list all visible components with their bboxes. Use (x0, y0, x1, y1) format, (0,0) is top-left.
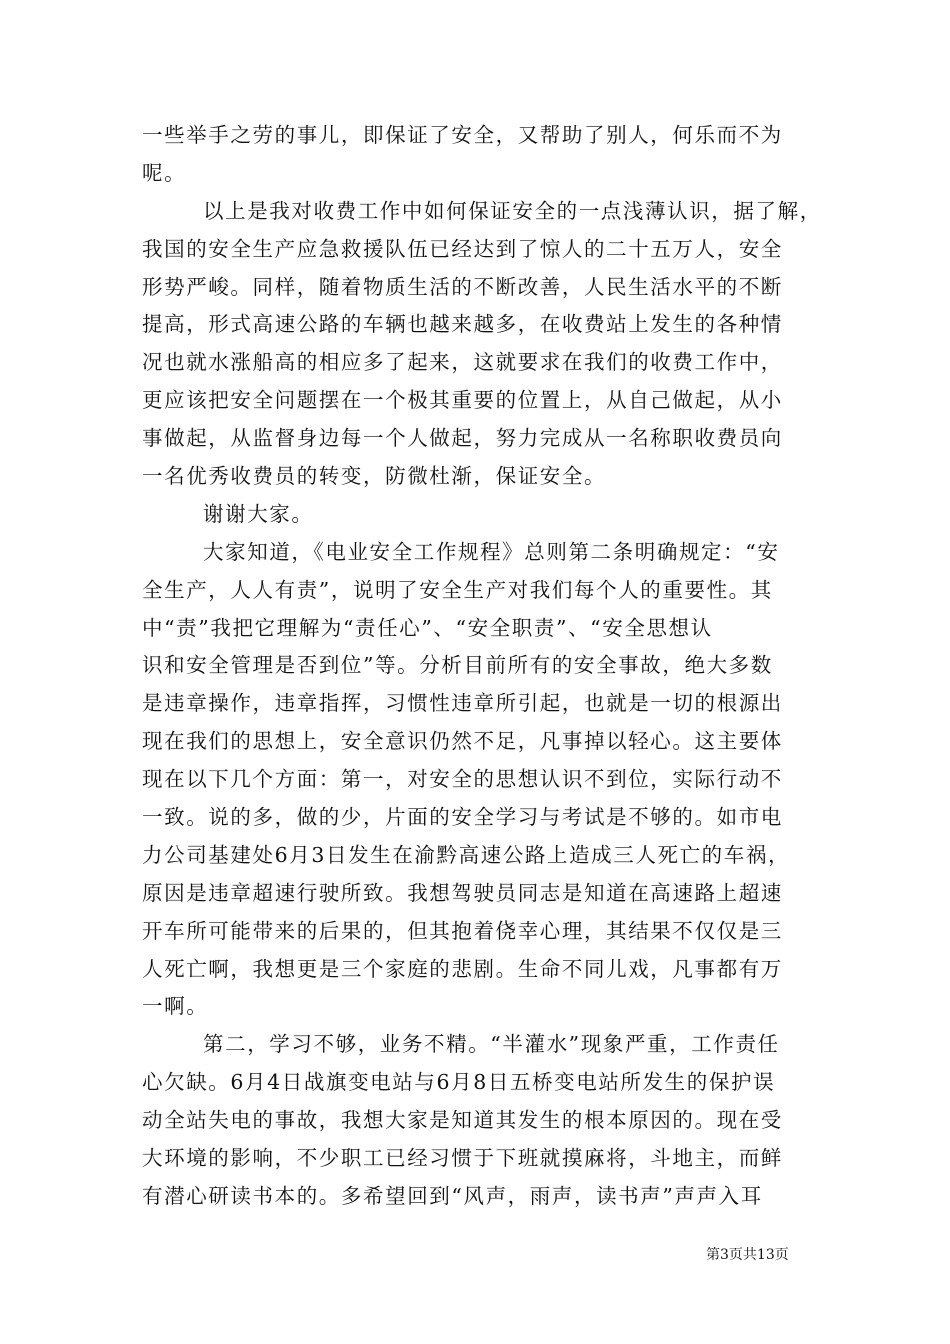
body-text (142, 117, 822, 1216)
text-line: 中“责”我把它理解为“责任心”、“安全职责”、“安全思想认 (142, 615, 713, 640)
text-line: 一啊。 (142, 994, 209, 1019)
page-number: 第3页共13页 (706, 1247, 789, 1263)
text-line: 现在以下几个方面：第一，对安全的思想认识不到位，实际行动不 (142, 767, 783, 792)
text-line: 我国的安全生产应急救援队伍已经达到了惊人的二十五万人，安全 (142, 236, 783, 261)
text-line: 有潜心研读书本的。多希望回到“风声，雨声，读书声”声声入耳 (142, 1183, 763, 1208)
text-line: 识和安全管理是否到位”等。分析目前所有的安全事故，绝大多数 (142, 653, 773, 678)
text-line: 是违章操作，违章指挥，习惯性违章所引起，也就是一切的根源出 (142, 691, 783, 716)
paragraph-start-line: 以上是我对收费工作中如何保证安全的一点浅薄认识，据了解， (203, 198, 822, 223)
text-line: 事做起，从监督身边每一个人做起，努力完成从一名称职收费员向 (142, 426, 783, 451)
text-line: 心欠缺。6月4日战旗变电站与6月8日五桥变电站所发生的保护误 (142, 1070, 776, 1095)
text-line: 一些举手之劳的事儿，即保证了安全，又帮助了别人，何乐而不为 (142, 123, 783, 147)
text-line: 形势严峻。同样，随着物质生活的不断改善，人民生活水平的不断 (142, 274, 783, 299)
paragraph-start-line: 第二，学习不够，业务不精。“半灌水”现象严重，工作责任 (203, 1032, 780, 1057)
text-line: 开车所可能带来的后果的，但其抱着侥幸心理，其结果不仅仅是三 (142, 918, 783, 943)
text-line: 现在我们的思想上，安全意识仍然不足，凡事掉以轻心。这主要体 (142, 729, 783, 754)
text-line: 力公司基建处6月3日发生在渝黔高速公路上造成三人死亡的车祸， (142, 842, 791, 867)
paragraph-start-line: 谢谢大家。 (203, 501, 314, 526)
text-line: 动全站失电的事故，我想大家是知道其发生的根本原因的。现在受 (142, 1108, 783, 1133)
text-line: 呢。 (142, 160, 187, 185)
paragraph-start-line: 大家知道，《电业安全工作规程》总则第二条明确规定：“安 (203, 539, 780, 564)
text-line: 全生产，人人有责”，说明了安全生产对我们每个人的重要性。其 (142, 577, 773, 602)
text-line: 一名优秀收费员的转变，防微杜渐，保证安全。 (142, 464, 607, 489)
text-line: 大环境的影响，不少职工已经习惯于下班就摸麻将，斗地主，而鲜 (142, 1146, 783, 1171)
text-line: 一致。说的多，做的少，片面的安全学习与考试是不够的。如市电 (142, 805, 783, 830)
text-line: 人死亡啊，我想更是三个家庭的悲剧。生命不同儿戏，凡事都有万 (142, 956, 783, 981)
text-line: 原因是违章超速行驶所致。我想驾驶员同志是知道在高速路上超速 (142, 880, 783, 905)
text-line: 况也就水涨船高的相应多了起来，这就要求在我们的收费工作中， (142, 350, 783, 375)
text-line: 提高，形式高速公路的车辆也越来越多，在收费站上发生的各种情 (142, 312, 783, 337)
text-line: 更应该把安全问题摆在一个极其重要的位置上，从自己做起，从小 (142, 388, 783, 413)
